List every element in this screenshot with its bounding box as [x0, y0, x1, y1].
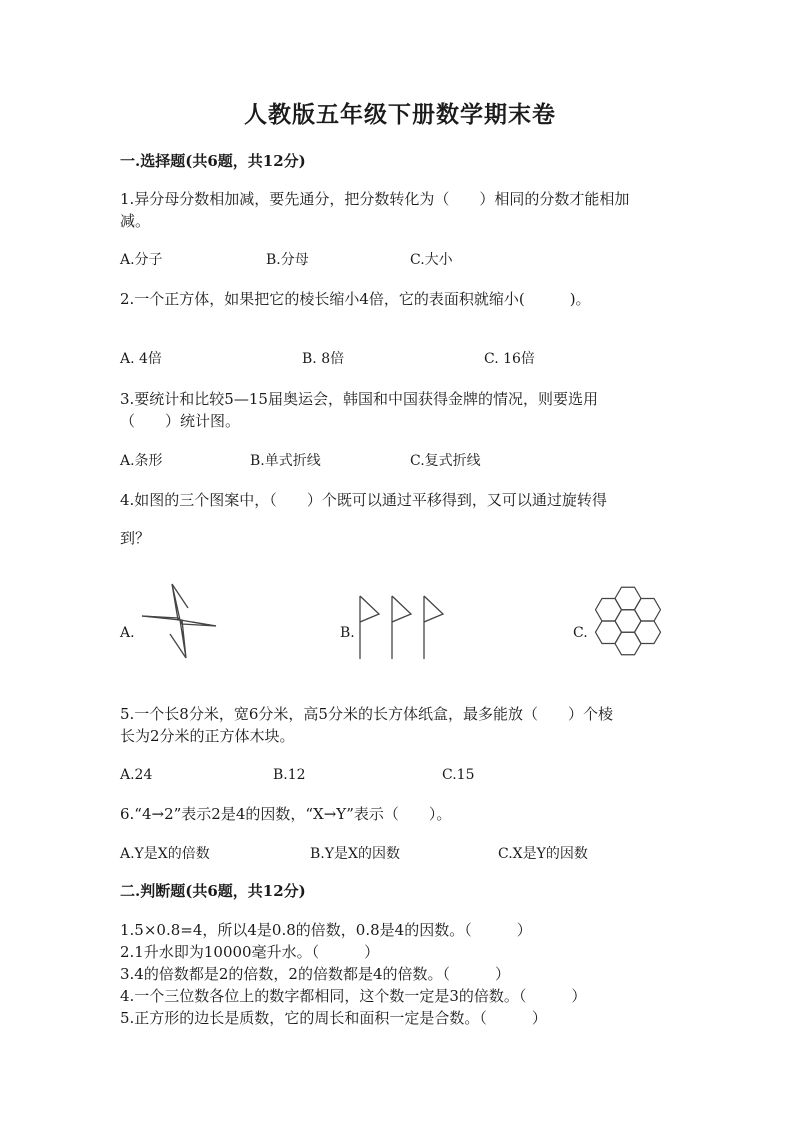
pinwheel-figure	[140, 582, 220, 660]
page-title: 人教版五年级下册数学期末卷	[244, 101, 556, 128]
question-5-line-1: 5.一个长8分米，宽6分米，高5分米的长方体纸盒，最多能放（ ）个棱	[120, 705, 613, 723]
judgment-item-3: 3.4的倍数都是2的倍数，2的倍数都是4的倍数。（ ）	[120, 965, 510, 983]
q4-option-b: B.	[340, 625, 355, 641]
question-3-line-2: （ ）统计图。	[120, 412, 241, 430]
q5-option-c: C.15	[442, 767, 475, 783]
q3-option-a: A.条形	[120, 453, 163, 469]
judgment-item-5: 5.正方形的边长是质数，它的周长和面积一定是合数。（ ）	[120, 1009, 547, 1027]
q5-option-a: A.24	[120, 767, 153, 783]
q3-option-c: C.复式折线	[410, 453, 481, 469]
q3-option-b: B.单式折线	[250, 453, 321, 469]
judgment-item-2: 2.1升水即为10000毫升水。（ ）	[120, 943, 380, 961]
question-1-line-1: 1.异分母分数相加减，要先通分，把分数转化为（ ）相同的分数才能相加	[120, 190, 630, 208]
q6-option-a: A.Y是X的倍数	[120, 846, 210, 862]
q5-option-b: B.12	[273, 767, 306, 783]
hexagon-cell	[596, 621, 622, 644]
q6-option-c: C.X是Y的因数	[498, 846, 588, 862]
section-heading-choice: 一.选择题(共6题，共12分)	[120, 152, 306, 170]
question-4-line-2: 到？	[120, 529, 151, 547]
q1-option-a: A.分子	[120, 252, 163, 268]
judgment-item-4: 4.一个三位数各位上的数字都相同，这个数一定是3的倍数。（ ）	[120, 987, 587, 1005]
question-6-line-1: 6.“4→2”表示2是4的因数，“X→Y”表示（ ）。	[120, 805, 452, 823]
q4-option-a: A.	[120, 625, 135, 641]
q1-option-b: B.分母	[266, 252, 309, 268]
q6-option-b: B.Y是X的因数	[310, 846, 400, 862]
hexagon-cell	[596, 598, 622, 621]
hexagon-cluster-figure	[588, 580, 668, 662]
q2-option-a: A. 4倍	[120, 351, 162, 367]
q4-option-c: C.	[573, 625, 588, 641]
question-5-line-2: 长为2分米的正方体木块。	[120, 727, 295, 745]
judgment-item-1: 1.5×0.8=4，所以4是0.8的倍数，0.8是4的因数。（ ）	[120, 921, 532, 939]
section-heading-judgment: 二.判断题(共6题，共12分)	[120, 882, 306, 900]
hexagon-cell	[635, 621, 661, 644]
question-1-line-2: 减。	[120, 212, 151, 230]
question-4-line-1: 4.如图的三个图案中，（ ）个既可以通过平移得到，又可以通过旋转得	[120, 491, 607, 509]
q1-option-c: C.大小	[410, 252, 453, 268]
q2-option-c: C. 16倍	[484, 351, 535, 367]
question-2-line-1: 2.一个正方体，如果把它的棱长缩小4倍，它的表面积就缩小( )。	[120, 290, 591, 308]
hexagon-cell	[635, 598, 661, 621]
q2-option-b: B. 8倍	[302, 351, 345, 367]
question-3-line-1: 3.要统计和比较5—15届奥运会，韩国和中国获得金牌的情况，则要选用	[120, 390, 598, 408]
flags-figure	[355, 592, 450, 662]
